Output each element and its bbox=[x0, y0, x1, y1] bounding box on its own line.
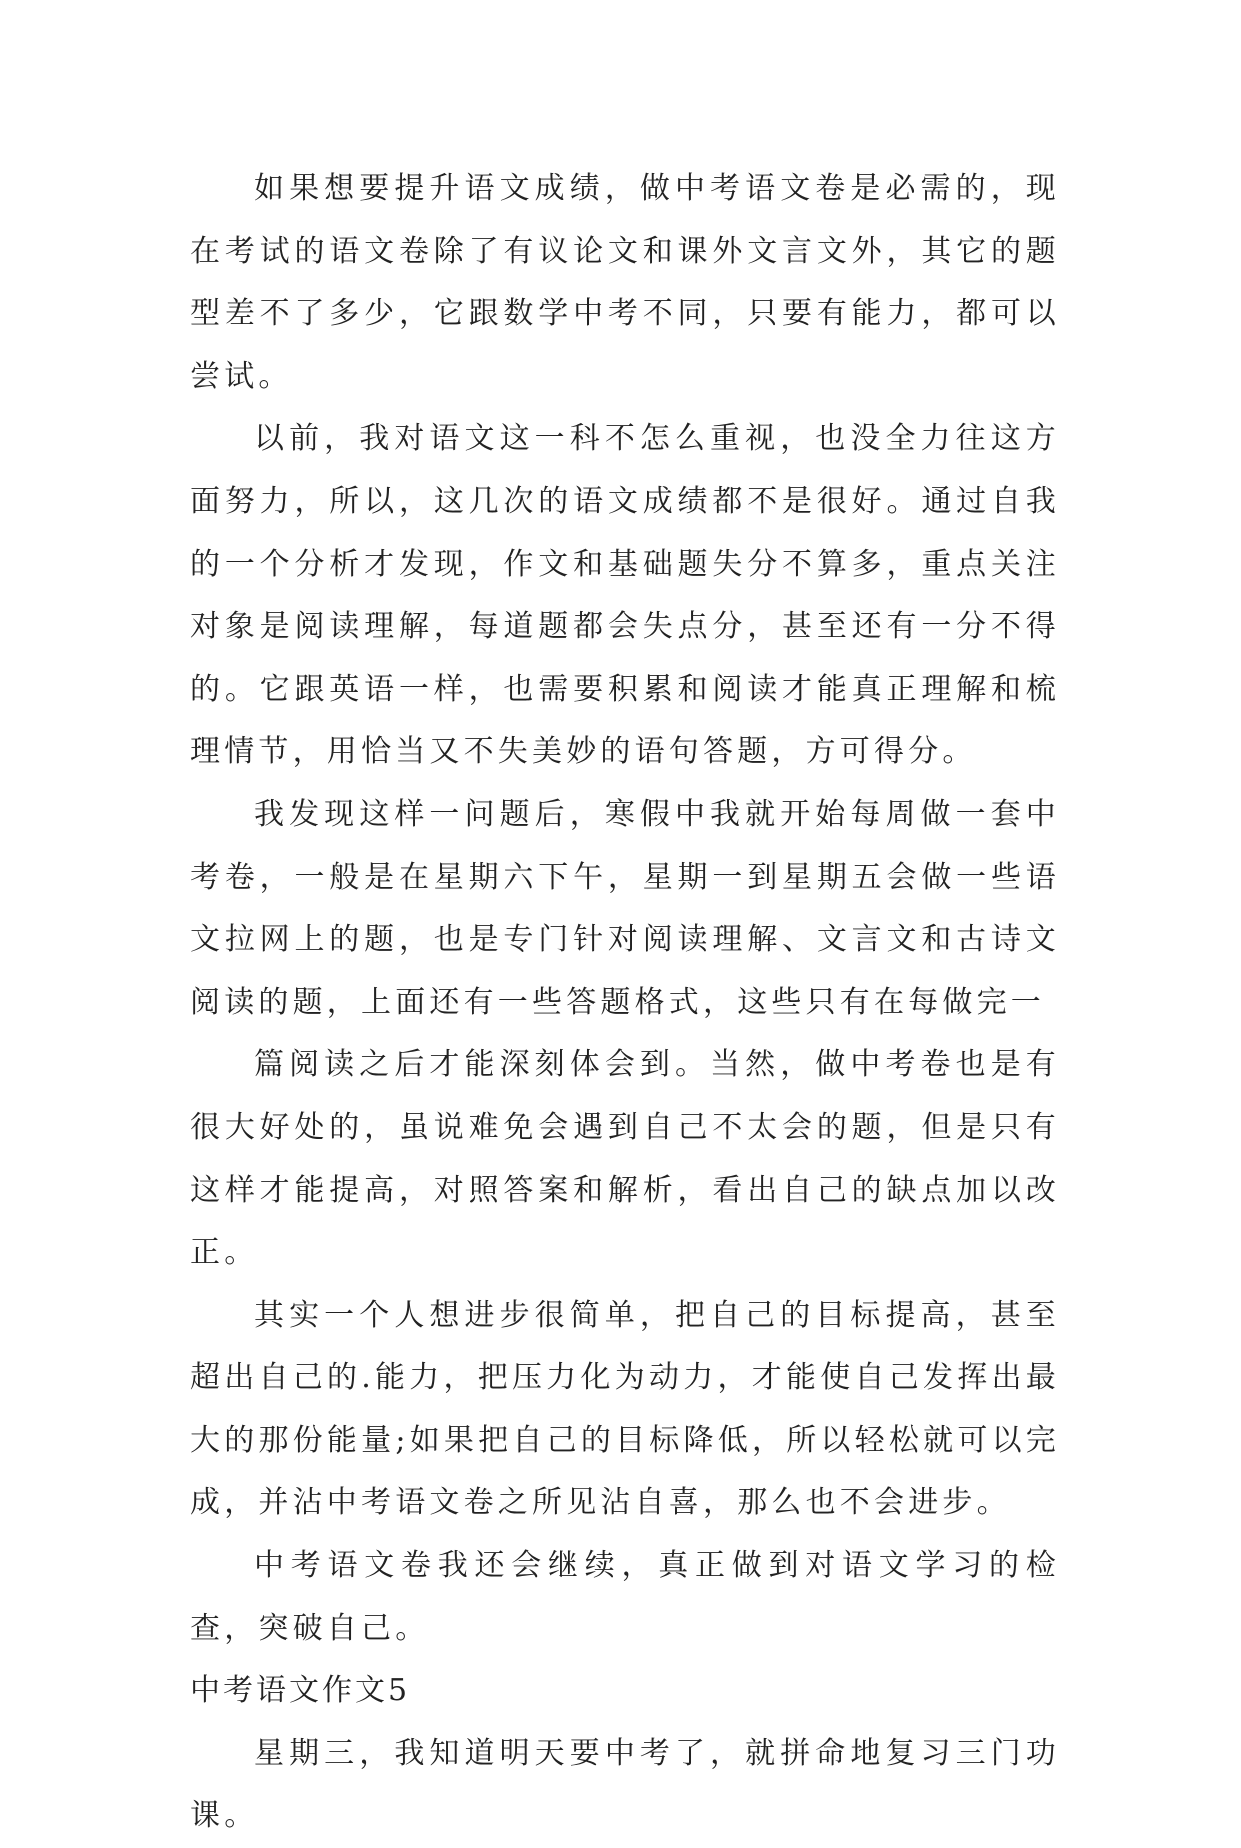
paragraph: 如果想要提升语文成绩，做中考语文卷是必需的，现在考试的语文卷除了有议论文和课外文言文外，其它的题型差不了多少，它跟数学中考不同，只要有能力，都可以尝试。 bbox=[190, 171, 1060, 394]
document-body bbox=[190, 158, 1060, 1848]
paragraph: 中考语文卷我还会继续，真正做到对语文学习的检查，突破自己。 bbox=[190, 1548, 1060, 1646]
paragraph: 我发现这样一问题后，寒假中我就开始每周做一套中考卷，一般是在星期六下午，星期一到星期五会做一些语文拉网上的题，也是专门针对阅读理解、文言文和古诗文阅读的题，上面还有一些答题格式，这些只有在每做完一 bbox=[190, 796, 1060, 1020]
paragraph: 其实一个人想进步很简单，把自己的目标提高，甚至超出自己的.能力，把压力化为动力，才能使自己发挥出最大的那份能量;如果把自己的目标降低，所以轻松就可以完成，并沾中考语文卷之所见沾自喜，那么也不会进步。 bbox=[190, 1297, 1060, 1521]
paragraph: 篇阅读之后才能深刻体会到。当然，做中考卷也是有很大好处的，虽说难免会遇到自己不太会的题，但是只有这样才能提高，对照答案和解析，看出自己的缺点加以改正。 bbox=[190, 1047, 1060, 1271]
section-heading: 中考语文作文5 bbox=[190, 1673, 411, 1709]
paragraph: 以前，我对语文这一科不怎么重视，也没全力往这方面努力，所以，这几次的语文成绩都不是很好。通过自我的一个分析才发现，作文和基础题失分不算多，重点关注对象是阅读理解，每道题都会失点分，甚至还有一分不得的。它跟英语一样，也需要积累和阅读才能真正理解和梳理情节，用恰当又不失美妙的语句答题，方可得分。 bbox=[190, 421, 1060, 770]
paragraph: 星期三，我知道明天要中考了，就拼命地复习三门功课。 bbox=[190, 1735, 1060, 1834]
